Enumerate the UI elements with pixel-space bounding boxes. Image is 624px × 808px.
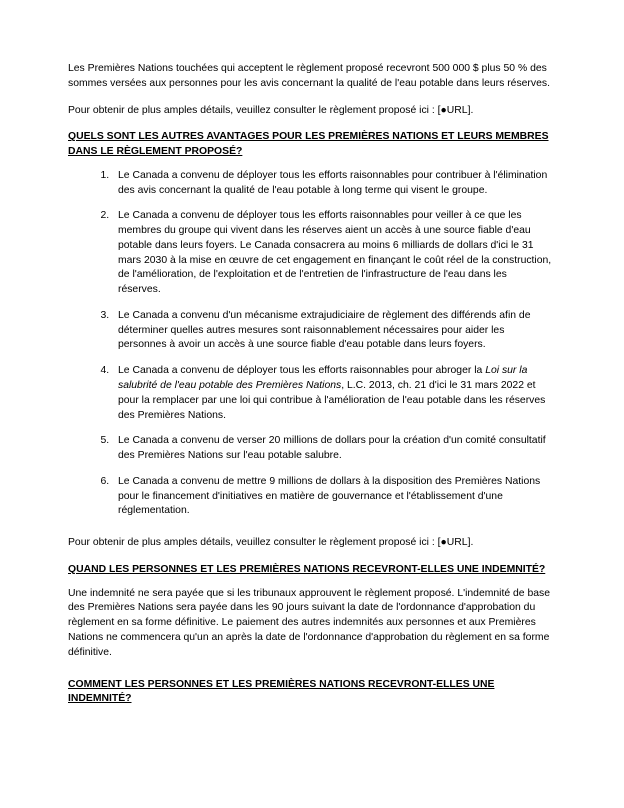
section-heading-when: QUAND LES PERSONNES ET LES PREMIÈRES NATIONS RECEVRONT-ELLES UNE INDEMNITÉ? (68, 563, 546, 575)
list-item: 3. Le Canada a convenu d'un mécanisme extrajudiciaire de règlement des différends afin de déterminer quelles autres mesures sont raisonnablement nécessaires pour aider les personnes à avoir un accès à une source fiable d'eau potable dans leurs foyers. (112, 309, 552, 353)
section-heading-benefits: QUELS SONT LES AUTRES AVANTAGES POUR LES PREMIÈRES NATIONS ET LEURS MEMBRES DANS LE RÈGLEMENT PROPOSÉ? (68, 131, 549, 158)
section-heading-how: COMMENT LES PERSONNES ET LES PREMIÈRES NATIONS RECEVRONT-ELLES UNE INDEMNITÉ? (68, 678, 495, 705)
benefits-footer-paragraph: Pour obtenir de plus amples détails, veuillez consulter le règlement proposé ici : [●URL]. (68, 537, 474, 549)
list-item: 1. Le Canada a convenu de déployer tous les efforts raisonnables pour contribuer à l'élimination des avis concernant la qualité de l'eau potable à long terme qui visent le groupe. (112, 169, 552, 199)
intro-paragraph-1: Les Premières Nations touchées qui acceptent le règlement proposé recevront 500 000 $ plus 50 % des sommes versées aux personnes pour les avis concernant la qualité de l'eau potable dans leurs réserves. (68, 63, 550, 89)
list-item (112, 364, 552, 423)
list-item: 5. Le Canada a convenu de verser 20 millions de dollars pour la création d'un comité consultatif des Premières Nations sur l'eau potable salubre. (112, 434, 552, 464)
list-item: 2. Le Canada a convenu de déployer tous les efforts raisonnables pour veiller à ce que les membres du groupe qui vivent dans les réserves aient un accès à une source fiable d'eau potable dans leurs foyers. Le Canada consacrera au moins 6 milliards de dollars d'ici le 31 mars 2030 à la mise en œuvre de cet engagement en finançant le coût réel de la construction, de l'amélioration, de l'exploitation et de l'entretien de l'infrastructure de l'eau dans les réserves. (112, 209, 552, 298)
benefits-list (68, 169, 552, 519)
list-item-text-part-1: Le Canada a convenu de déployer tous les efforts raisonnables pour abroger la (118, 365, 486, 377)
when-paragraph: Une indemnité ne sera payée que si les tribunaux approuvent le règlement proposé. L'indemnité de base des Premières Nations sera payée dans les 90 jours suivant la date de l'ordonnance d'approbation du règlement en sa forme définitive. Le paiement des autres indemnités aux personnes et aux Premières Nations ne commencera qu'un an après la date de l'ordonnance d'approbation du règlement en sa forme définitive. (68, 587, 550, 658)
list-item: 6. Le Canada a convenu de mettre 9 millions de dollars à la disposition des Premières Nations pour le financement d'initiatives en matière de gouvernance et l'établissement d'une réglementation. (112, 475, 552, 519)
list-item-text-italic: Loi sur la salubrité de l'eau potable des Premières Nations (118, 365, 528, 392)
list-item-text-part-2: , L.C. 2013, ch. 21 d'ici le 31 mars 2022 et pour la remplacer par une loi qui contribue à l'amélioration de l'eau potable dans les réserves des Premières Nations. (118, 380, 546, 421)
intro-paragraph-2: Pour obtenir de plus amples détails, veuillez consulter le règlement proposé ici : [●URL]. (68, 104, 474, 116)
